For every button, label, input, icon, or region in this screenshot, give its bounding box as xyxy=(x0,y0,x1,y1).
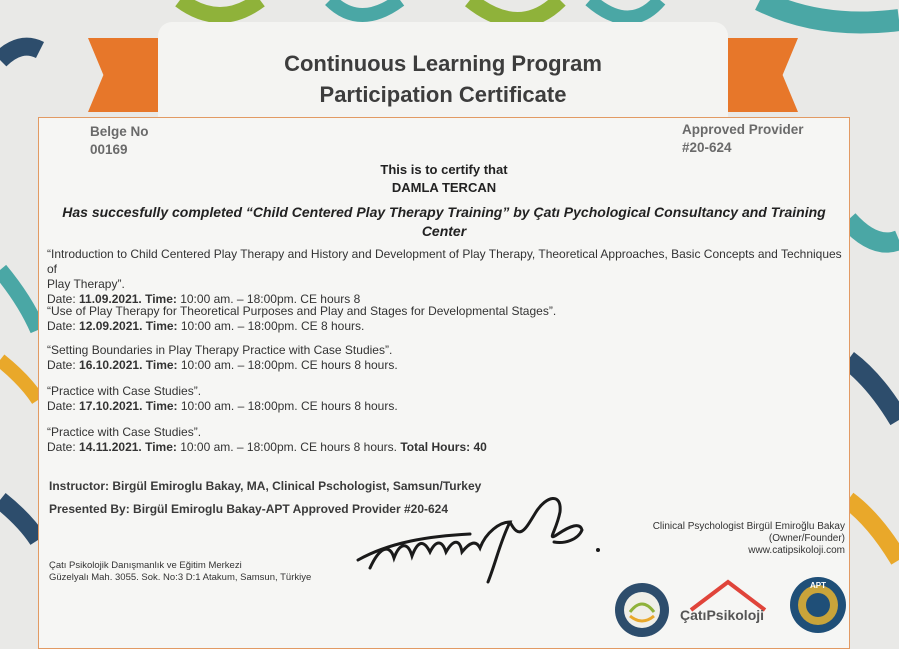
signatory-role: (Owner/Founder) xyxy=(768,533,845,544)
instructor-line: Instructor: Birgül Emiroglu Bakay, MA, Clinical Pschologist, Samsun/Turkey xyxy=(49,479,482,493)
header-panel xyxy=(158,22,728,132)
approved-provider-label: Approved Provider xyxy=(682,122,804,137)
session-title-line1: “Practice with Case Studies”. xyxy=(47,384,202,398)
cati-logo-text: ÇatıPsikoloji xyxy=(680,607,765,623)
time-label: Time: xyxy=(142,358,178,372)
apt-seal-icon xyxy=(788,575,848,635)
association-seal-icon xyxy=(614,582,670,638)
session-date: 12.09.2021. xyxy=(79,319,143,333)
session-date: 16.10.2021. xyxy=(79,358,143,372)
signatory-title: Clinical Psychologist Birgül Emiroğlu Bakay xyxy=(652,521,845,532)
presented-by-line: Presented By: Birgül Emiroglu Bakay-APT Approved Provider #20-624 xyxy=(49,502,449,516)
organization-name: Çatı Psikolojik Danışmanlık ve Eğitim Merkezi xyxy=(49,560,242,571)
footer-signatory xyxy=(579,521,845,557)
completion-line2: Center xyxy=(421,223,467,239)
date-prefix: Date: xyxy=(47,319,80,333)
date-prefix: Date: xyxy=(47,358,80,372)
time-label: Time: xyxy=(141,440,177,454)
document-no-value: 00169 xyxy=(90,142,128,157)
session-5 xyxy=(47,425,847,455)
session-4 xyxy=(47,384,847,414)
organization-address: Güzelyalı Mah. 3055. Sok. No:3 D:1 Atakum, Samsun, Türkiye xyxy=(49,572,312,583)
signature xyxy=(350,482,610,592)
completion-line1: Has succesfully completed “Child Centered Play Therapy Training” by Çatı Pychological Consultancy and Training xyxy=(62,204,826,220)
completion-statement xyxy=(49,203,839,241)
session-3 xyxy=(47,343,847,373)
session-date-line xyxy=(47,440,847,455)
session-date-line xyxy=(47,358,847,373)
session-1 xyxy=(47,247,847,307)
participant-name: DAMLA TERCAN xyxy=(391,180,497,195)
session-title-line1: “Practice with Case Studies”. xyxy=(47,425,202,439)
certificate-title-line2: Participation Certificate xyxy=(319,82,567,107)
website: www.catipsikoloji.com xyxy=(748,545,845,556)
apt-seal-text: APT xyxy=(810,581,826,590)
date-prefix: Date: xyxy=(47,440,80,454)
session-date: 14.11.2021. xyxy=(79,440,142,454)
session-title-line1: “Use of Play Therapy for Theoretical Purposes and Play and Stages for Developmental Stages”. xyxy=(47,304,557,318)
time-details: 10:00 am. – 18:00pm. CE 8 hours. xyxy=(177,319,365,333)
session-date: 17.10.2021. xyxy=(79,399,143,413)
approved-provider-value: #20-624 xyxy=(682,140,732,155)
time-label: Time: xyxy=(141,292,177,306)
session-date: 11.09.2021. xyxy=(79,292,142,306)
certify-intro: This is to certify that xyxy=(380,162,508,177)
session-date-line xyxy=(47,319,847,334)
date-prefix: Date: xyxy=(47,292,80,306)
time-label: Time: xyxy=(142,399,178,413)
session-date-line xyxy=(47,399,847,414)
time-details: 10:00 am. – 18:00pm. CE hours 8 xyxy=(176,292,361,306)
time-details: 10:00 am. – 18:00pm. CE hours 8 hours. xyxy=(177,399,398,413)
session-title-line2: Play Therapy”. xyxy=(47,277,125,291)
total-hours: Total Hours: 40 xyxy=(400,440,487,454)
date-prefix: Date: xyxy=(47,399,80,413)
document-no-label: Belge No xyxy=(90,124,149,139)
time-details: 10:00 am. – 18:00pm. CE hours 8 hours. xyxy=(177,358,398,372)
time-details: 10:00 am. – 18:00pm. CE hours 8 hours. xyxy=(176,440,401,454)
footer-address xyxy=(49,560,311,584)
session-2 xyxy=(47,304,847,334)
time-label: Time: xyxy=(142,319,178,333)
certificate-title-line1: Continuous Learning Program xyxy=(284,51,602,76)
session-title-line1: “Setting Boundaries in Play Therapy Practice with Case Studies”. xyxy=(47,343,393,357)
session-title-line1: “Introduction to Child Centered Play Therapy and History and Development of Play Therapy, Theoretical Approaches, Basic Concepts and Techniques of xyxy=(47,247,842,276)
